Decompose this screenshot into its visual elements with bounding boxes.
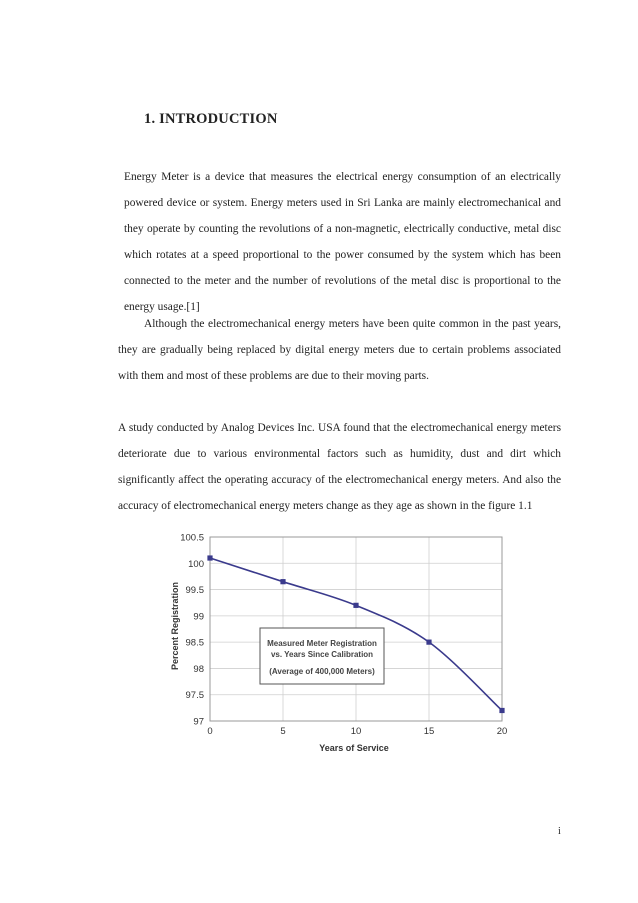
y-tick-label: 100 [188,558,204,570]
data-point [207,555,212,560]
y-tick-label: 100.5 [180,532,204,544]
data-point [353,603,358,608]
x-axis-title: Years of Service [319,743,389,753]
legend-box [260,628,384,684]
x-tick-label: 15 [423,726,435,737]
y-tick-label: 99.5 [185,585,204,597]
page-number: i [558,826,561,837]
legend-title-line-1: Measured Meter Registration [267,639,377,648]
y-tick-label: 97.5 [185,690,204,702]
data-point [426,640,431,645]
y-tick-label: 98 [193,663,204,675]
section-heading: 1. INTRODUCTION [144,111,278,127]
data-point [499,708,504,713]
y-tick-label: 98.5 [185,637,204,649]
x-axis-ticks [207,726,507,737]
paragraph-3: A study conducted by Analog Devices Inc. USA found that the electromechanical energy meters deteriorate due to various environmental factors such as humidity, dust and dirt which significantly affect the operating accuracy of the electromechanical energy meters. And also the accuracy of electromechanical energy meters change as they age as shown in the figure 1.1 [118,422,561,513]
paragraph-2: Although the electromechanical energy meters have been quite common in the past years, they are gradually being replaced by digital energy meters due to certain problems associated with them and most of these problems are due to their moving parts. [118,318,561,383]
y-axis-title: Percent Registration [170,581,180,671]
x-tick-label: 0 [207,726,213,737]
x-tick-label: 10 [350,726,362,737]
legend-title-line-2: vs. Years Since Calibration [270,650,374,659]
y-axis-ticks [180,533,204,728]
y-tick-label: 97 [193,716,204,728]
legend-subtitle: (Average of 400,000 Meters) [269,667,375,676]
y-tick-label: 99 [193,611,204,623]
x-tick-label: 5 [280,726,286,737]
meter-registration-chart [160,528,520,760]
paragraph-1: Energy Meter is a device that measures the electrical energy consumption of an electrically powered device or system. Energy meters used in Sri Lanka are mainly electromechanical and they operate by counting the revolutions of a non-magnetic, electrically conductive, metal disc which rotates at a speed proportional to the power consumed by the system which has been connected to the meter and the number of revolutions of the metal disc is proportional to the energy usage.[1] [124,171,561,314]
data-point [280,579,285,584]
x-tick-label: 20 [496,726,508,737]
